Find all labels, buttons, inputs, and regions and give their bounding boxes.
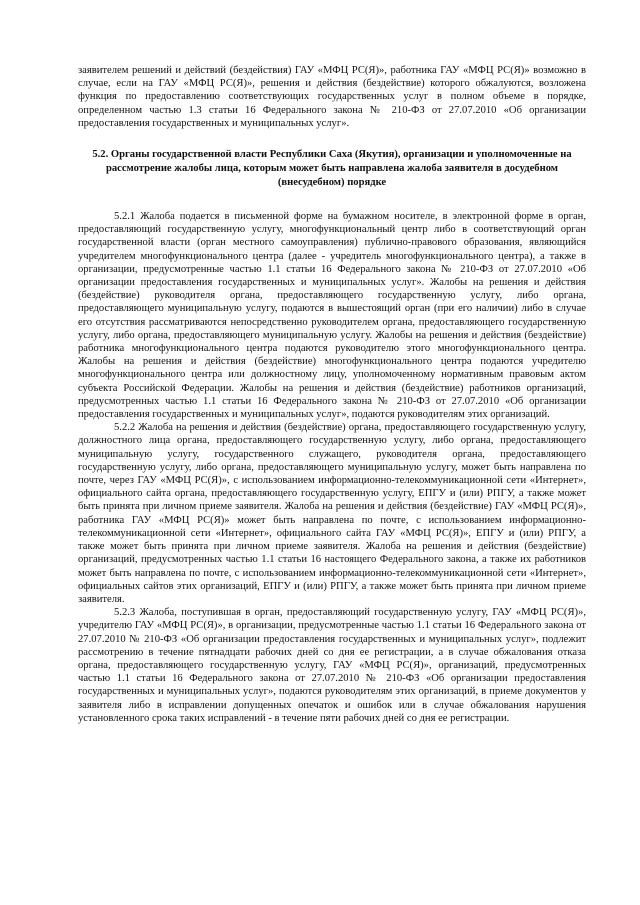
- paragraph-5-2-3: 5.2.3 Жалоба, поступившая в орган, предоставляющий государственную услугу, ГАУ «МФЦ РС(Я)», учредителю ГАУ «МФЦ РС(Я)», в организации, предусмотренные частью 1.1 статьи 16 Федерального закона от 27.07.2010 № 210-ФЗ «Об организации предоставления государственных и муниципальных услуг», подлежит рассмотрению в течение пятнадцати рабочих дней со дня ее регистрации, а в случае обжалования отказа органа, предоставляющего государственную услугу, ГАУ «МФЦ РС(Я)», организаций, предусмотренных частью 1.1 статьи 16 Федерального закона от 27.07.2010 № 210-ФЗ «Об организации предоставления государственных и муниципальных услуг», подаются руководителям этих организаций, в приеме документов у заявителя либо в исправлении допущенных опечаток и ошибок или в случае обжалования нарушения установленного срока таких исправлений - в течение пяти рабочих дней со дня ее регистрации.: [78, 607, 586, 724]
- document-page: [78, 64, 586, 725]
- intro-paragraph: заявителем решений и действий (бездействия) ГАУ «МФЦ РС(Я)», работника ГАУ «МФЦ РС(Я)» возможно в случае, если на ГАУ «МФЦ РС(Я)», решения и действия (бездействие) которого обжалуются, возложена функция по предоставлению соответствующих государственных услуг в полном объеме в порядке, определенном частью 1.3 статьи 16 Федерального закона № 210-ФЗ от 27.07.2010 «Об организации предоставления государственных и муниципальных услуг».: [78, 65, 586, 129]
- section-title: 5.2. Органы государственной власти Республики Саха (Якутия), организации и уполномоченные на рассмотрение жалобы лица, которым может быть направлена жалоба заявителя в досудебном (внесудебном) порядке: [92, 149, 572, 189]
- paragraph-5-2-2: 5.2.2 Жалоба на решения и действия (бездействие) органа, предоставляющего государственную услугу, должностного лица органа, предоставляющего государственную услугу, либо органа, предоставляющего муниципальную услугу, государственного служащего, руководителя органа, предоставляющего государственную услугу, либо органа, предоставляющего муниципальную услугу, может быть направлена по почте, через ГАУ «МФЦ РС(Я)», с использованием информационно-телекоммуникационной сети «Интернет», официального сайта органа, предоставляющего государственную услугу, ЕПГУ и (или) РПГУ, а также может быть принята при личном приеме заявителя. Жалоба на решения и действия (бездействие) ГАУ «МФЦ РС(Я)», работника ГАУ «МФЦ РС(Я)» может быть направлена по почте, с использованием информационно-телекоммуникационной сети «Интернет», официального сайта ГАУ «МФЦ РС(Я)», ЕПГУ и (или) РПГУ, а также может быть принята при личном приеме заявителя. Жалоба на решения и действия (бездействие) организаций, предусмотренных частью 1.1 статьи 16 настоящего Федерального закона, а также их работников может быть направлена по почте, с использованием информационно-телекоммуникационной сети «Интернет», официальных сайтов этих организаций, ЕПГУ и (или) РПГУ, а также может быть принята при личном приеме заявителя.: [78, 422, 586, 605]
- paragraph-5-2-1: 5.2.1 Жалоба подается в письменной форме на бумажном носителе, в электронной форме в орган, предоставляющий государственную услугу, многофункциональный центр либо в соответствующий орган государственной власти (орган местного самоуправления) публично-правового образования, являющийся учредителем многофункционального центра (далее - учредитель многофункционального центра), а также в организации, предусмотренные частью 1.1 статьи 16 Федерального закона № 210-ФЗ от 27.07.2010 «Об организации предоставления государственных и муниципальных услуг». Жалобы на решения и действия (бездействие) руководителя органа, предоставляющего государственную услугу, либо органа, предоставляющего муниципальную услугу, подаются в вышестоящий орган (при его наличии) либо в случае его отсутствия рассматриваются непосредственно руководителем органа, предоставляющего государственную услугу, либо органа, предоставляющего муниципальную услугу. Жалобы на решения и действия (бездействие) работника многофункционального центра подаются руководителю этого многофункционального центра. Жалобы на решения и действия (бездействие) многофункционального центра подаются учредителю многофункционального центра или должностному лицу, уполномоченному нормативным правовым актом субъекта Российской Федерации. Жалобы на решения и действия (бездействие) работников организаций, предусмотренных частью 1.1 статьи 16 Федерального закона № 210-ФЗ от 27.07.2010 «Об организации предоставления государственных и муниципальных услуг», подаются руководителям этих организаций.: [78, 211, 586, 421]
